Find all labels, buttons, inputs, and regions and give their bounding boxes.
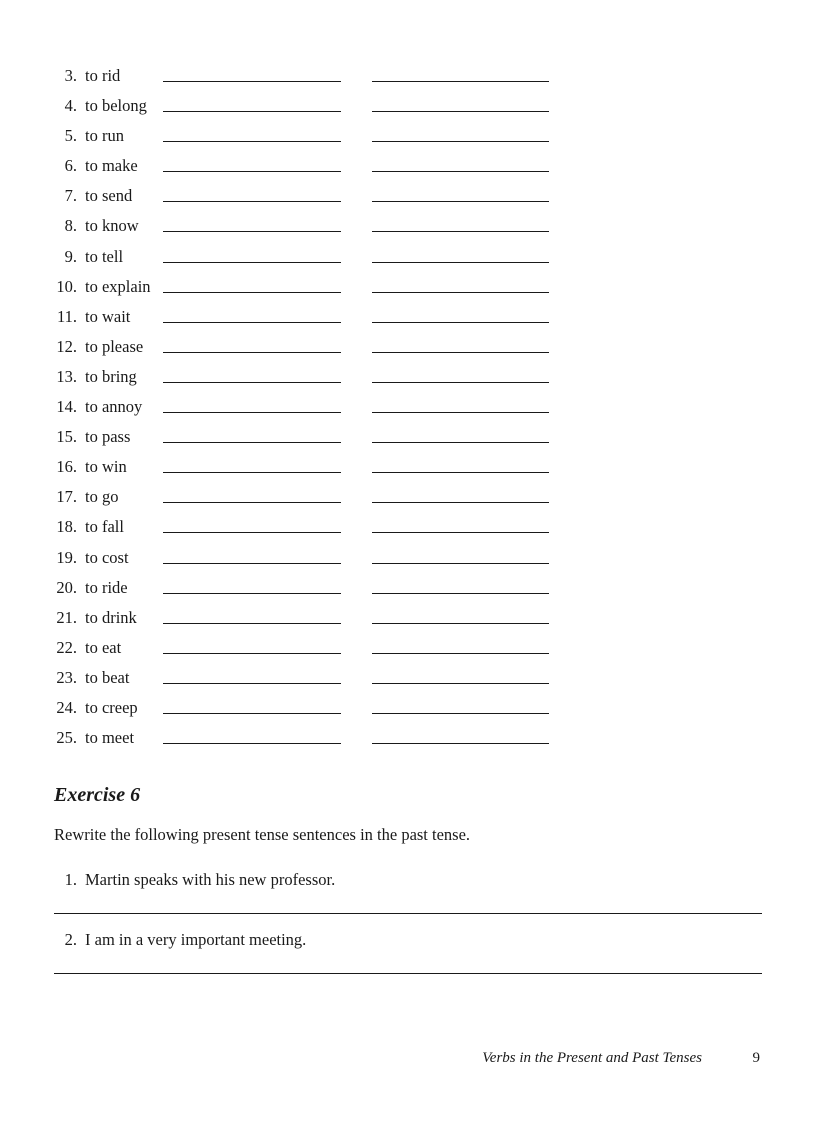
answer-blank-1[interactable] — [163, 322, 341, 323]
answer-blank-1[interactable] — [163, 472, 341, 473]
verb-row-24 — [0, 694, 816, 724]
verb-number: 5. — [64, 126, 77, 146]
answer-blank-2[interactable] — [372, 532, 549, 533]
verb-number: 20. — [56, 577, 77, 597]
verb-row-11 — [0, 303, 816, 333]
verb-word: to make — [85, 156, 138, 176]
verb-number: 10. — [56, 276, 77, 296]
verb-number: 7. — [64, 186, 77, 206]
verb-row-10 — [0, 273, 816, 303]
answer-blank-2[interactable] — [372, 563, 549, 564]
answer-blank-2[interactable] — [372, 292, 549, 293]
verb-number: 16. — [56, 457, 77, 477]
verb-word: to run — [85, 126, 124, 146]
verb-word: to go — [85, 487, 119, 507]
verb-word: to belong — [85, 96, 147, 116]
verb-word: to eat — [85, 637, 122, 657]
verb-word: to creep — [85, 697, 138, 717]
verb-word: to explain — [85, 276, 151, 296]
verb-row-5 — [0, 122, 816, 152]
exercise-instruction: Rewrite the following present tense sentences in the past tense. — [54, 825, 471, 844]
answer-blank-1[interactable] — [163, 563, 341, 564]
answer-blank-2[interactable] — [372, 743, 549, 744]
answer-blank-2[interactable] — [372, 502, 549, 503]
answer-blank-1[interactable] — [163, 81, 341, 82]
answer-blank-1[interactable] — [163, 593, 341, 594]
verb-number: 18. — [56, 517, 77, 537]
verb-word: to tell — [85, 246, 124, 266]
answer-blank-1[interactable] — [163, 262, 341, 263]
answer-blank-2[interactable] — [372, 442, 549, 443]
verb-word: to meet — [85, 728, 135, 748]
answer-blank-2[interactable] — [372, 713, 549, 714]
answer-line-1[interactable] — [54, 913, 762, 914]
answer-blank-1[interactable] — [163, 231, 341, 232]
verb-word: to wait — [85, 306, 131, 326]
answer-blank-1[interactable] — [163, 201, 341, 202]
answer-blank-1[interactable] — [163, 653, 341, 654]
verb-row-22 — [0, 634, 816, 664]
verb-number: 23. — [56, 667, 77, 687]
verb-number: 4. — [64, 96, 77, 116]
verb-number: 14. — [56, 397, 77, 417]
answer-blank-1[interactable] — [163, 141, 341, 142]
verb-row-12 — [0, 333, 816, 363]
verb-number: 17. — [56, 487, 77, 507]
verb-list — [0, 62, 816, 754]
verb-word: to bring — [85, 366, 137, 386]
verb-row-25 — [0, 724, 816, 754]
verb-number: 6. — [64, 156, 77, 176]
answer-blank-2[interactable] — [372, 472, 549, 473]
page-number: 9 — [752, 1050, 760, 1066]
verb-row-18 — [0, 513, 816, 543]
verb-word: to ride — [85, 577, 128, 597]
verb-number: 13. — [56, 366, 77, 386]
verb-word: to drink — [85, 607, 137, 627]
answer-blank-2[interactable] — [372, 623, 549, 624]
verb-number: 21. — [56, 607, 77, 627]
verb-number: 25. — [56, 728, 77, 748]
verb-word: to rid — [85, 66, 121, 85]
answer-blank-1[interactable] — [163, 292, 341, 293]
verb-row-3 — [0, 62, 816, 92]
answer-blank-2[interactable] — [372, 231, 549, 232]
verb-row-13 — [0, 363, 816, 393]
sentence-number: 1. — [64, 870, 77, 889]
answer-blank-2[interactable] — [372, 412, 549, 413]
answer-blank-2[interactable] — [372, 352, 549, 353]
verb-row-7 — [0, 182, 816, 212]
answer-blank-1[interactable] — [163, 171, 341, 172]
sentence-text: I am in a very important meeting. — [85, 930, 307, 949]
answer-blank-2[interactable] — [372, 111, 549, 112]
verb-number: 19. — [56, 547, 77, 567]
answer-blank-2[interactable] — [372, 141, 549, 142]
verb-row-15 — [0, 423, 816, 453]
verb-number: 11. — [56, 306, 77, 326]
verb-word: to fall — [85, 517, 124, 537]
answer-blank-1[interactable] — [163, 623, 341, 624]
verb-row-16 — [0, 453, 816, 483]
verb-number: 24. — [56, 697, 77, 717]
verb-number: 15. — [56, 427, 77, 447]
answer-blank-1[interactable] — [163, 352, 341, 353]
verb-row-21 — [0, 604, 816, 634]
answer-blank-2[interactable] — [372, 171, 549, 172]
verb-word: to please — [85, 336, 144, 356]
answer-blank-1[interactable] — [163, 502, 341, 503]
answer-blank-2[interactable] — [372, 322, 549, 323]
verb-row-17 — [0, 483, 816, 513]
verb-row-8 — [0, 212, 816, 242]
running-title: Verbs in the Present and Past Tenses — [482, 1050, 702, 1066]
verb-word: to send — [85, 186, 133, 206]
verb-word: to beat — [85, 667, 130, 687]
verb-row-14 — [0, 393, 816, 423]
exercise-title: Exercise 6 — [54, 784, 141, 806]
sentence-text: Martin speaks with his new professor. — [85, 870, 336, 889]
answer-blank-1[interactable] — [163, 382, 341, 383]
answer-blank-2[interactable] — [372, 81, 549, 82]
verb-row-23 — [0, 664, 816, 694]
answer-blank-2[interactable] — [372, 683, 549, 684]
verb-row-6 — [0, 152, 816, 182]
answer-blank-2[interactable] — [372, 201, 549, 202]
answer-blank-1[interactable] — [163, 683, 341, 684]
answer-blank-1[interactable] — [163, 111, 341, 112]
answer-blank-2[interactable] — [372, 382, 549, 383]
answer-blank-1[interactable] — [163, 532, 341, 533]
verb-row-20 — [0, 574, 816, 604]
answer-blank-1[interactable] — [163, 743, 341, 744]
verb-word: to cost — [85, 547, 129, 567]
verb-number: 9. — [64, 246, 77, 266]
answer-blank-1[interactable] — [163, 713, 341, 714]
verb-number: 12. — [56, 336, 77, 356]
verb-word: to annoy — [85, 397, 143, 417]
verb-number: 22. — [56, 637, 77, 657]
verb-row-19 — [0, 544, 816, 574]
answer-blank-2[interactable] — [372, 262, 549, 263]
verb-number: 8. — [64, 216, 77, 236]
verb-row-4 — [0, 92, 816, 122]
verb-word: to win — [85, 457, 127, 477]
answer-blank-2[interactable] — [372, 653, 549, 654]
answer-blank-2[interactable] — [372, 593, 549, 594]
answer-line-2[interactable] — [54, 973, 762, 974]
verb-word: to know — [85, 216, 139, 236]
answer-blank-1[interactable] — [163, 412, 341, 413]
verb-row-9 — [0, 243, 816, 273]
verb-word: to pass — [85, 427, 131, 447]
verb-number: 3. — [64, 66, 77, 85]
sentence-number: 2. — [64, 930, 77, 949]
answer-blank-1[interactable] — [163, 442, 341, 443]
